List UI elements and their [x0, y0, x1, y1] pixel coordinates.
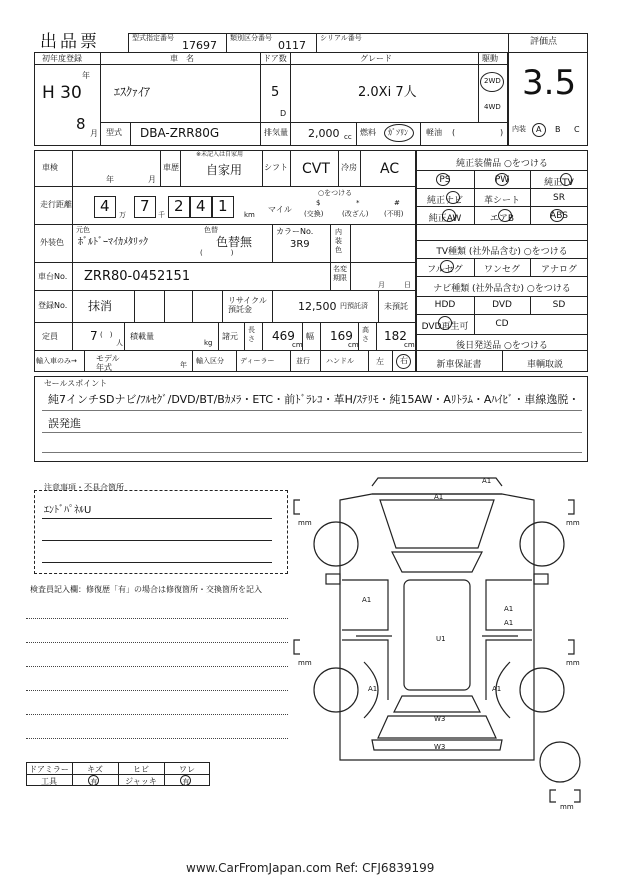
serial-label: シリアル番号 — [320, 34, 362, 42]
notes-line-1: ｴﾝﾄﾞﾊﾟﾈﾙU — [44, 505, 92, 516]
equip-airbag: エアB — [489, 214, 515, 224]
interior-b: B — [555, 125, 561, 134]
import-label: 輸入車のみ→ — [36, 357, 77, 365]
unknown-sym: # — [394, 199, 400, 207]
exterior-color: ﾎﾞﾙﾄﾞｰﾏｲｶﾒﾀﾘｯｸ — [78, 237, 148, 248]
drive-label: 駆動 — [482, 54, 498, 63]
sales-label: セールスポイント — [44, 379, 108, 388]
height-unit: cm — [404, 341, 415, 349]
mileage-man: 万 — [119, 211, 126, 219]
equip-aw: 純正AW — [428, 214, 462, 224]
repaint-label: 色替 — [204, 226, 218, 234]
shift-label: シフト — [264, 163, 288, 172]
sheet-title: 出品票 — [40, 32, 100, 52]
sales-line-2: 誤発進 — [48, 417, 81, 430]
mile-label: マイル — [268, 205, 292, 214]
name-change-month: 月 — [378, 281, 385, 289]
mileage-sen: 千 — [158, 211, 165, 219]
ac: AC — [380, 161, 400, 177]
reg: 抹消 — [88, 299, 113, 313]
diagram-w3-rear-glass: W3 — [434, 743, 446, 751]
inspection-month: 月 — [148, 175, 156, 184]
handle-left: 左 — [376, 357, 384, 366]
altered-label: (改ざん) — [342, 210, 369, 218]
footer-watermark: www.CarFromJapan.com Ref: CFJ6839199 — [186, 861, 435, 875]
history-label: 車歴 — [163, 163, 179, 172]
name-change-day: 日 — [404, 281, 411, 289]
chassis: ZRR80-0452151 — [84, 269, 191, 284]
capacity: 7 — [90, 329, 98, 343]
fuel-paren-open: ( — [452, 128, 456, 137]
model-label: 型式 — [106, 128, 122, 137]
import-class-label: 輸入区分 — [196, 357, 224, 365]
fuel-gasoline: ｶﾞｿﾘﾝ — [388, 128, 408, 137]
car-name-label: 車 名 — [170, 54, 194, 63]
inspection-year: 年 — [106, 175, 114, 184]
mm-rear-right: mm — [566, 659, 580, 667]
car-name: ｴｽｸｧｲｱ — [114, 85, 151, 99]
equip-leather: 革シート — [483, 196, 520, 206]
fuel-paren-close: ) — [500, 128, 504, 137]
altered-sym: * — [356, 199, 360, 207]
drive-4wd: 4WD — [484, 103, 501, 111]
model-year-label: モデル年式 — [96, 354, 120, 372]
category-label: 類別区分番号 — [230, 34, 272, 42]
legend-crack: ヒビ — [133, 765, 149, 774]
legend-tools: 工具 — [41, 777, 57, 786]
score-label: 評価点 — [530, 37, 558, 47]
drive-2wd: 2WD — [484, 77, 501, 85]
type-approval-no: 17697 — [182, 39, 217, 52]
equip-pw: PW — [494, 175, 510, 185]
mileage-km: km — [244, 211, 255, 219]
import-parallel: 並行 — [296, 357, 310, 365]
diagram-a1-right-front: A1 — [504, 605, 514, 613]
swap-sym: $ — [316, 199, 321, 207]
repaint-paren: ( ) — [200, 249, 234, 257]
ac-label: 冷房 — [341, 163, 357, 172]
capacity-unit: 人 — [116, 339, 123, 347]
load-label: 積載量 — [130, 332, 154, 341]
mileage-label: 走行距離 — [40, 200, 72, 209]
interior-a: A — [536, 125, 542, 134]
doors: 5 — [271, 85, 280, 100]
mileage-digit-3: 2 — [174, 197, 184, 215]
mileage-digit-4: 4 — [196, 197, 206, 215]
recycle-label: リサイクル預託金 — [228, 296, 267, 314]
mileage-digit-5: 1 — [218, 197, 228, 215]
category-no: 0117 — [278, 39, 306, 52]
length-unit: cm — [292, 341, 303, 349]
docs-title: 後日発送品 ○をつける — [456, 341, 548, 351]
tv-oneseg: ワンセグ — [483, 265, 520, 275]
recycle-none: 未預託 — [384, 302, 408, 311]
fuel-label: 燃料 — [360, 128, 376, 137]
color-no: 3R9 — [290, 239, 310, 250]
navi-sd: SD — [552, 300, 566, 310]
mm-spare: mm — [560, 803, 574, 811]
diagram-a1-front-bumper: A1 — [482, 477, 492, 485]
mileage-digit-2: 7 — [140, 197, 150, 215]
grade-label: グレード — [360, 54, 392, 63]
color-label: 外装色 — [40, 238, 64, 247]
repaint: 色替無 — [216, 235, 253, 249]
handle-right: 右 — [400, 356, 408, 365]
load-unit: kg — [204, 339, 213, 347]
navi-hdd: HDD — [434, 300, 456, 310]
model: DBA-ZRR80G — [140, 126, 220, 140]
navi-dvd: DVD — [492, 300, 512, 310]
history-note: ※未記入は自家用 — [196, 151, 244, 158]
genuine-title: 純正装備品 ○をつける — [456, 159, 548, 169]
first-reg-era: H 30 — [42, 83, 82, 103]
tv-analog: アナログ — [540, 265, 577, 275]
import-dealer: ディーラー — [240, 357, 275, 365]
docs-manual: 車輌取説 — [526, 360, 563, 370]
inspection-label: 車検 — [42, 163, 58, 172]
history: 自家用 — [206, 163, 243, 177]
legend-mirror: ドアミラー — [29, 765, 69, 774]
equip-abs: ABS — [550, 211, 568, 221]
color-no-label: カラーNo. — [276, 227, 314, 236]
displacement-label: 排気量 — [264, 128, 288, 137]
legend-break: ワレ — [179, 765, 195, 774]
displacement: 2,000 — [308, 127, 340, 140]
sales-line-1: 純7インチSDナビ/ﾌﾙｾｸﾞ/DVD/BT/Bｶﾒﾗ・ETC・前ﾄﾞﾗﾚｺ・革H/ｽﾃﾘﾓ・純15AW・Aﾘﾄﾗﾑ・Aﾊｲﾋﾞ・車線逸脱・ — [48, 393, 580, 406]
fuel-diesel: 軽油 — [426, 128, 442, 137]
height: 182 — [384, 329, 407, 343]
mileage-circle-note: ○をつける — [318, 189, 353, 197]
navi-dvd-play: DVD再生可 — [421, 322, 469, 332]
type-approval-label: 型式指定番号 — [132, 34, 174, 42]
legend-scratch: キズ — [87, 765, 103, 774]
grade: 2.0Xi 7人 — [358, 85, 417, 100]
orig-color-label: 元色 — [76, 226, 90, 234]
first-reg-label: 初年度登録 — [42, 54, 82, 63]
recycle-unit: 円預託済 — [340, 302, 368, 310]
door-suffix: D — [280, 109, 287, 118]
diagram-a1-left-front: A1 — [362, 596, 372, 604]
length: 469 — [272, 329, 295, 343]
interior-color-label: 内装色 — [335, 228, 342, 254]
tv-fullseg: フルセグ — [427, 265, 463, 275]
navi-title: ナビ種類 (社外品含む) ○をつける — [433, 284, 571, 294]
mm-rear-left: mm — [298, 659, 312, 667]
mileage-digit-1: 4 — [100, 197, 110, 215]
navi-cd: CD — [495, 319, 509, 329]
cc-unit: cc — [344, 133, 352, 141]
month-unit: 月 — [90, 129, 98, 138]
capacity-paren: ( ) — [100, 331, 113, 339]
docs-warranty: 新車保証書 — [436, 360, 482, 370]
chassis-label: 車台No. — [38, 272, 68, 281]
shift: CVT — [302, 161, 330, 177]
height-label: 高さ — [362, 326, 369, 343]
recycle-amount: 12,500 — [298, 300, 337, 313]
interior-c: C — [574, 125, 580, 134]
reg-label: 登録No. — [38, 301, 68, 310]
diagram-a1-right-door: A1 — [504, 619, 514, 627]
score: 3.5 — [522, 63, 577, 103]
legend-tools-value: 有 — [90, 778, 98, 786]
handle-label: ハンドル — [326, 357, 354, 365]
inspector-label: 検査員記入欄：修復歴「有」の場合は修復箇所・交換箇所を記入 — [30, 585, 262, 594]
dims-label: 諸元 — [222, 332, 238, 341]
interior-label: 内装 — [512, 125, 526, 133]
capacity-label: 定員 — [42, 332, 58, 341]
first-reg-month: 8 — [76, 115, 86, 133]
mm-front-right: mm — [566, 519, 580, 527]
legend-jack: ジャッキ — [125, 777, 157, 786]
mm-front-left: mm — [298, 519, 312, 527]
width: 169 — [330, 329, 353, 343]
width-unit: cm — [348, 341, 359, 349]
diagram-a1-hood: A1 — [434, 493, 444, 501]
year-unit: 年 — [82, 71, 90, 80]
equip-ps: PS — [439, 175, 451, 185]
name-change-label: 名変期限 — [333, 265, 347, 282]
legend-jack-value: 有 — [182, 778, 190, 786]
notes-label: 注意事項・不具合箇所 — [44, 483, 124, 492]
unknown-label: (不明) — [384, 210, 404, 218]
equip-navi: 純正ナビ — [426, 196, 463, 206]
diagram-a1-left-rear: A1 — [368, 685, 378, 693]
swap-label: (交換) — [304, 210, 324, 218]
doors-label: ドア数 — [263, 54, 287, 63]
width-label: 幅 — [306, 332, 314, 341]
diagram-u1-roof: U1 — [436, 635, 446, 643]
equip-sr: SR — [553, 193, 565, 203]
tv-title: TV種類 (社外品含む) ○をつける — [436, 247, 568, 257]
length-label: 長さ — [248, 326, 255, 343]
equip-tv: 純正TV — [544, 178, 574, 188]
diagram-w3-rear-window: W3 — [434, 715, 446, 723]
model-year-unit: 年 — [180, 361, 187, 369]
diagram-a1-right-rear: A1 — [492, 685, 502, 693]
